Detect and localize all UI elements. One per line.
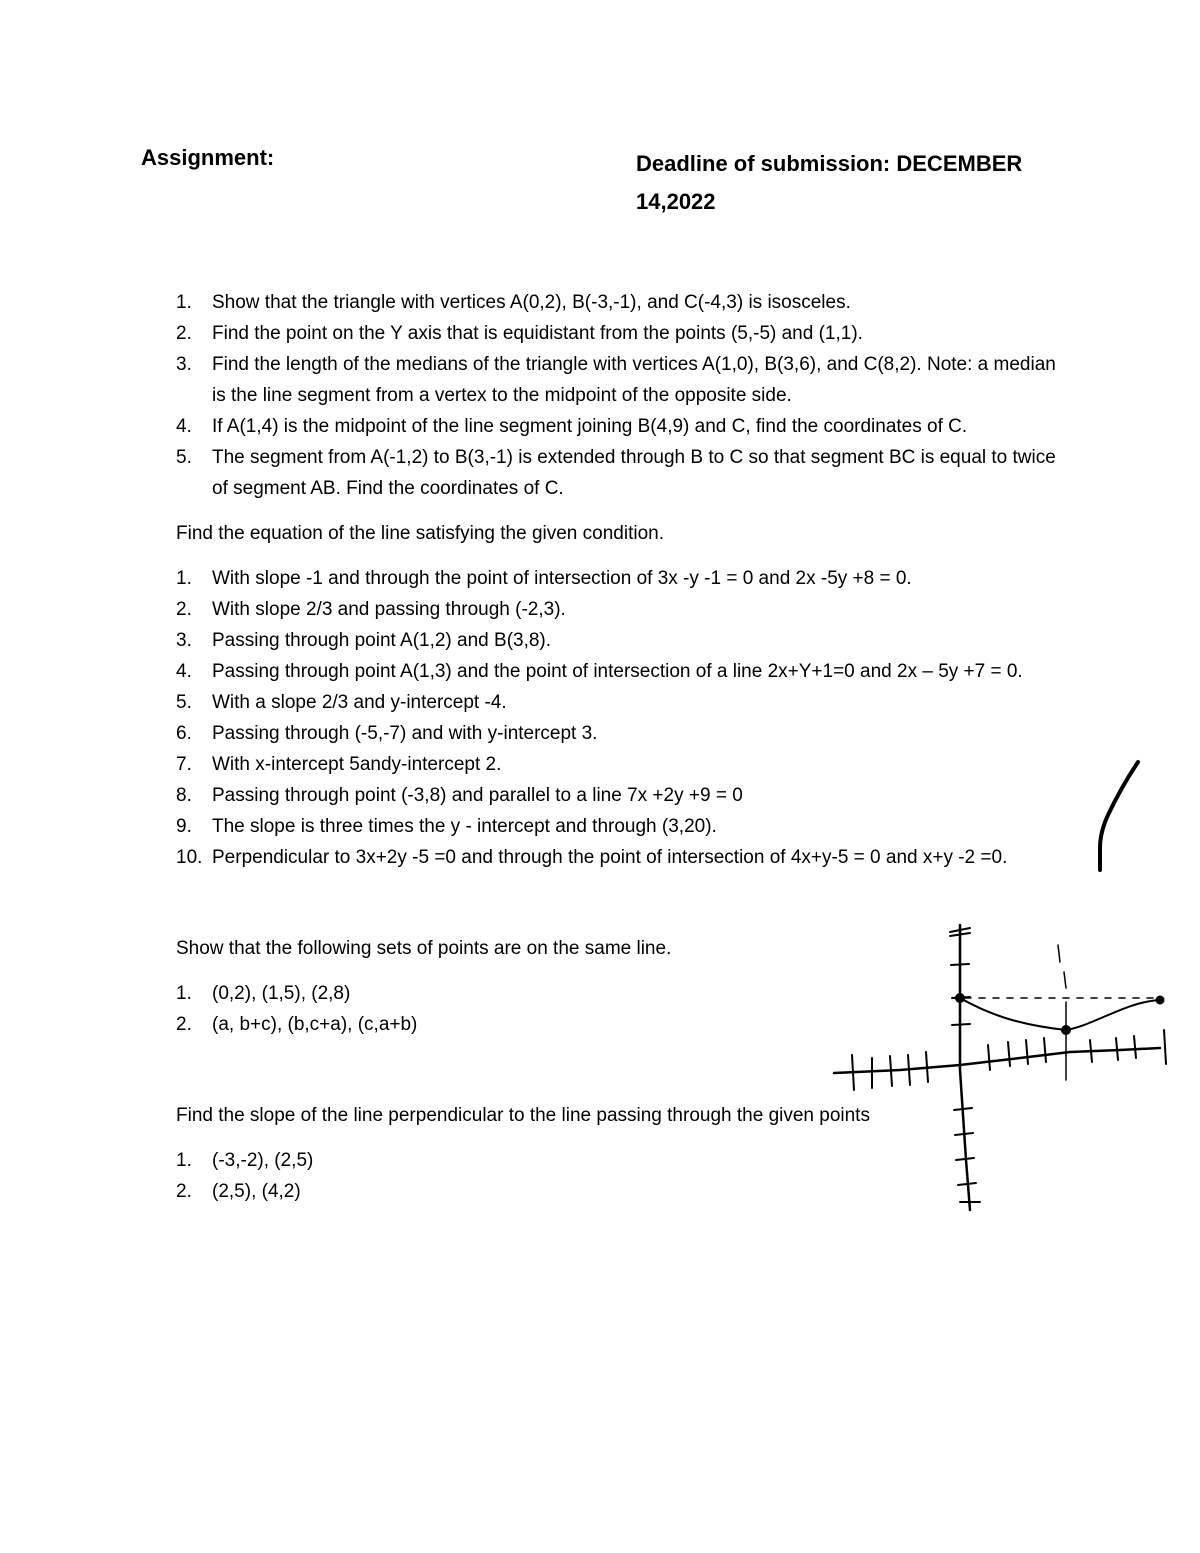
item-text: Find the point on the Y axis that is equidistant from the points (5,-5) and (1,1). — [212, 323, 863, 344]
problem-list-distance — [176, 287, 1066, 504]
assignment-title: Assignment: — [141, 145, 275, 170]
item-number: 10. — [176, 847, 203, 868]
item-number: 3. — [176, 630, 192, 651]
list-item — [176, 687, 1066, 718]
item-text: With x-intercept 5andy-intercept 2. — [212, 754, 502, 775]
y-axis-stroke — [960, 925, 970, 1210]
item-text: Passing through (-5,-7) and with y-intercept 3. — [212, 723, 598, 744]
item-number: 4. — [176, 416, 192, 437]
item-number: 5. — [176, 447, 192, 468]
item-number: 1. — [176, 983, 192, 1004]
list-item — [176, 442, 1066, 504]
item-number: 1. — [176, 568, 192, 589]
item-number: 4. — [176, 661, 192, 682]
item-number: 1. — [176, 1150, 192, 1171]
plotted-point — [1156, 996, 1164, 1004]
item-number: 6. — [176, 723, 192, 744]
item-text: With a slope 2/3 and y-intercept -4. — [212, 692, 507, 713]
item-text: Passing through point A(1,2) and B(3,8). — [212, 630, 552, 651]
deadline — [636, 145, 1066, 221]
item-number: 2. — [176, 599, 192, 620]
item-text: (0,2), (1,5), (2,8) — [212, 983, 351, 1004]
item-text: (a, b+c), (b,c+a), (c,a+b) — [212, 1014, 418, 1035]
item-number: 8. — [176, 785, 192, 806]
item-text: (2,5), (4,2) — [212, 1181, 301, 1202]
plotted-point — [1062, 1026, 1071, 1035]
item-number: 3. — [176, 354, 192, 375]
item-number: 7. — [176, 754, 192, 775]
plotted-point — [956, 994, 965, 1003]
section-heading-perpendicular-slope: Find the slope of the line perpendicular to the line passing through the given points — [176, 1105, 870, 1126]
item-text: Perpendicular to 3x+2y -5 =0 and through the point of intersection of 4x+y-5 = 0 and x+y -2 =0. — [212, 847, 1008, 868]
list-item — [176, 656, 1066, 687]
item-text: The segment from A(-1,2) to B(3,-1) is extended through B to C so that segment BC is equal to twice of segment AB. Find the coordinates of C. — [212, 447, 1056, 499]
pen-stroke — [1100, 762, 1138, 870]
deadline-line-2: 14,2022 — [636, 189, 716, 214]
item-text: Find the length of the medians of the triangle with vertices A(1,0), B(3,6), and C(8,2). Note: a median is the line segment from a vertex to the midpoint of the opposite side. — [212, 354, 1056, 406]
item-number: 1. — [176, 292, 192, 313]
list-item — [176, 625, 1066, 656]
item-text: If A(1,4) is the midpoint of the line segment joining B(4,9) and C, find the coordinates of C. — [212, 416, 968, 437]
item-number: 2. — [176, 1181, 192, 1202]
list-item — [176, 287, 1066, 318]
item-text: The slope is three times the y - intercept and through (3,20). — [212, 816, 717, 837]
deadline-line-1: Deadline of submission: DECEMBER — [636, 151, 1023, 176]
list-item — [176, 349, 1066, 411]
item-text: Show that the triangle with vertices A(0,2), B(-3,-1), and C(-4,3) is isosceles. — [212, 292, 851, 313]
item-number: 9. — [176, 816, 192, 837]
item-number: 2. — [176, 1014, 192, 1035]
item-text: With slope 2/3 and passing through (-2,3). — [212, 599, 566, 620]
item-text: Passing through point A(1,3) and the point of intersection of a line 2x+Y+1=0 and 2x – 5y +7 = 0. — [212, 661, 1023, 682]
curve-stroke — [960, 998, 1160, 1030]
item-text: (-3,-2), (2,5) — [212, 1150, 314, 1171]
handwritten-graph-sketch — [820, 740, 1180, 1220]
x-axis-stroke — [834, 1048, 1160, 1073]
item-number: 2. — [176, 323, 192, 344]
item-number: 5. — [176, 692, 192, 713]
list-item — [176, 318, 1066, 349]
item-text: With slope -1 and through the point of intersection of 3x -y -1 = 0 and 2x -5y +8 = 0. — [212, 568, 912, 589]
list-item — [176, 563, 1066, 594]
list-item — [176, 411, 1066, 442]
list-item — [176, 594, 1066, 625]
section-heading-line-equation: Find the equation of the line satisfying the given condition. — [176, 523, 664, 544]
item-text: Passing through point (-3,8) and parallel to a line 7x +2y +9 = 0 — [212, 785, 743, 806]
section-heading-collinear: Show that the following sets of points are on the same line. — [176, 938, 672, 959]
